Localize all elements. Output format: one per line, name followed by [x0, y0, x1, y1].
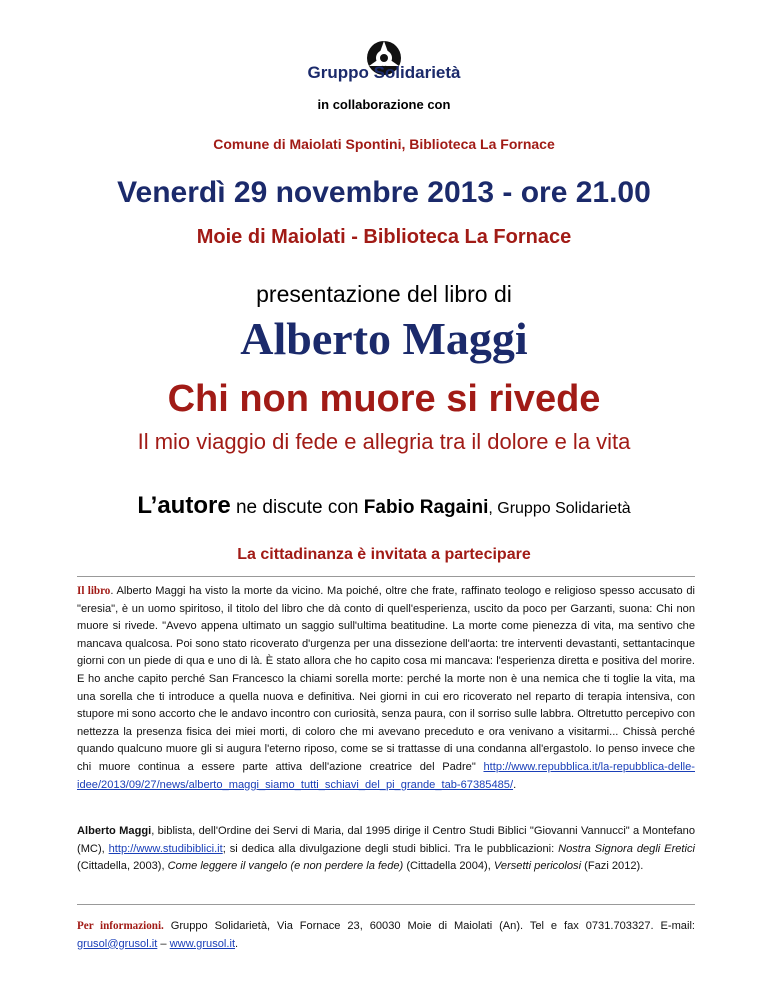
info-paragraph [77, 918, 695, 953]
discussion-mid: ne discute con [230, 497, 364, 518]
book-paragraph [77, 583, 695, 794]
bio-pub3: Versetti pericolosi [493, 860, 582, 873]
info-sep: – [157, 937, 170, 950]
bio-text2: ; si dedica alla divulgazione degli studi biblici. Tra le pubblicazioni: [222, 842, 559, 855]
bio-name: Alberto Maggi [77, 825, 152, 837]
book-text: . Alberto Maggi ha visto la morte da vicino. Ma poiché, oltre che frate, raffinato teologo e religioso spesso accusato di "eresia", è un uomo spiritoso, il titolo del libro che dà conto di quell'esperienza, uscito da poco per Garzanti, suona: Chi non muore si rivede. "Avevo appena ultimato un saggio sull'ultima beatitudine. La morte come pienezza di vita, ma sentivo che mancava qualcosa. Poi sono stato ricoverato d'urgenza per una dissezione dell'aorta: tre interventi devastanti, settantacinque giorni con un piede di qua e uno di là. È stato allora che ho capito cosa mi mancava: l'esperienza diretta e positiva del morire. E ho anche capito perché San Francesco la chiami sorella morte: perché la morte non è una nemica che ti toglie la vita, ma una sorella che ti introduce a quella nuova e definitiva. Nei giorni in cui ero ricoverato nel reparto di terapia intensiva, con stupore mi sono accorto che le andavo incontro con curiosità, senza paura, con il sorriso sulle labbra. Oltretutto percepivo con nettezza la presenza fisica dei miei morti, di coloro che mi avevano preceduto e ora venivano a visitarmi... Chissà perché quando qualcuno muore gli si augura l'eterno riposo, come se si trattasse di una condanna all'ergastolo. Io penso invece che chi muore continua a essere parte attiva dell'azione creatrice del Padre" [77, 585, 696, 773]
book-end: . [513, 778, 517, 791]
book-subtitle: Il mio viaggio di fede e allegria tra il dolore e la vita [137, 429, 631, 454]
presentation-intro: presentazione del libro di [256, 281, 512, 307]
invitation-text: La cittadinanza è invitata a partecipare [237, 546, 531, 563]
divider-bottom [77, 904, 695, 905]
author-bio-paragraph [77, 823, 695, 876]
partner-name: Comune di Maiolati Spontini, Biblioteca La Fornace [213, 136, 555, 152]
author-name: Alberto Maggi [240, 313, 528, 364]
info-end: . [235, 937, 239, 950]
bio-pub3b: (Fazi 2012). [581, 860, 644, 873]
event-date: Venerdì 29 novembre 2013 - ore 21.00 [117, 176, 651, 209]
bio-text1: , biblista, dell'Ordine dei Servi di Maria, dal 1995 dirige il Centro Studi Biblici "Giovanni Vannucci" a Montefano (MC), [77, 825, 695, 855]
event-venue: Moie di Maiolati - Biblioteca La Fornace [196, 226, 572, 248]
bio-pub2b: (Cittadella 2004), [403, 860, 494, 873]
discussion-line [0, 492, 768, 520]
info-lead: Per informazioni. [77, 920, 164, 932]
studibiblici-link[interactable]: http://www.studibiblici.it [108, 842, 223, 855]
bio-pub2: Come leggere il vangelo (e non perdere la fede) [167, 860, 404, 873]
collaboration-text: in collaborazione con [317, 97, 451, 112]
divider-top [77, 576, 695, 577]
book-title: Chi non muore si rivede [167, 378, 601, 420]
discussion-guest: Fabio Ragaini [363, 497, 489, 518]
discussion-guest-org: , Gruppo Solidarietà [488, 500, 631, 517]
org-name: Gruppo Solidarietà [307, 63, 461, 82]
book-lead: Il libro [77, 585, 111, 597]
website-link[interactable]: www.grusol.it [169, 937, 236, 950]
discussion-author: L’autore [137, 492, 231, 519]
bio-pub1: Nostra Signora degli Eretici [558, 842, 695, 855]
bio-pub1b: (Cittadella, 2003), [77, 860, 168, 873]
info-text: Gruppo Solidarietà, Via Fornace 23, 60030 Moie di Maiolati (An). Tel e fax 0731.703327. E-mail: [163, 920, 695, 932]
email-link[interactable]: grusol@grusol.it [77, 937, 158, 950]
repubblica-link[interactable]: http://www.repubblica.it/la-repubblica-delle-idee/2013/09/27/news/alberto_maggi_siamo_tutti_schiavi_del_pi_grande_tab-67385485/ [77, 760, 695, 791]
